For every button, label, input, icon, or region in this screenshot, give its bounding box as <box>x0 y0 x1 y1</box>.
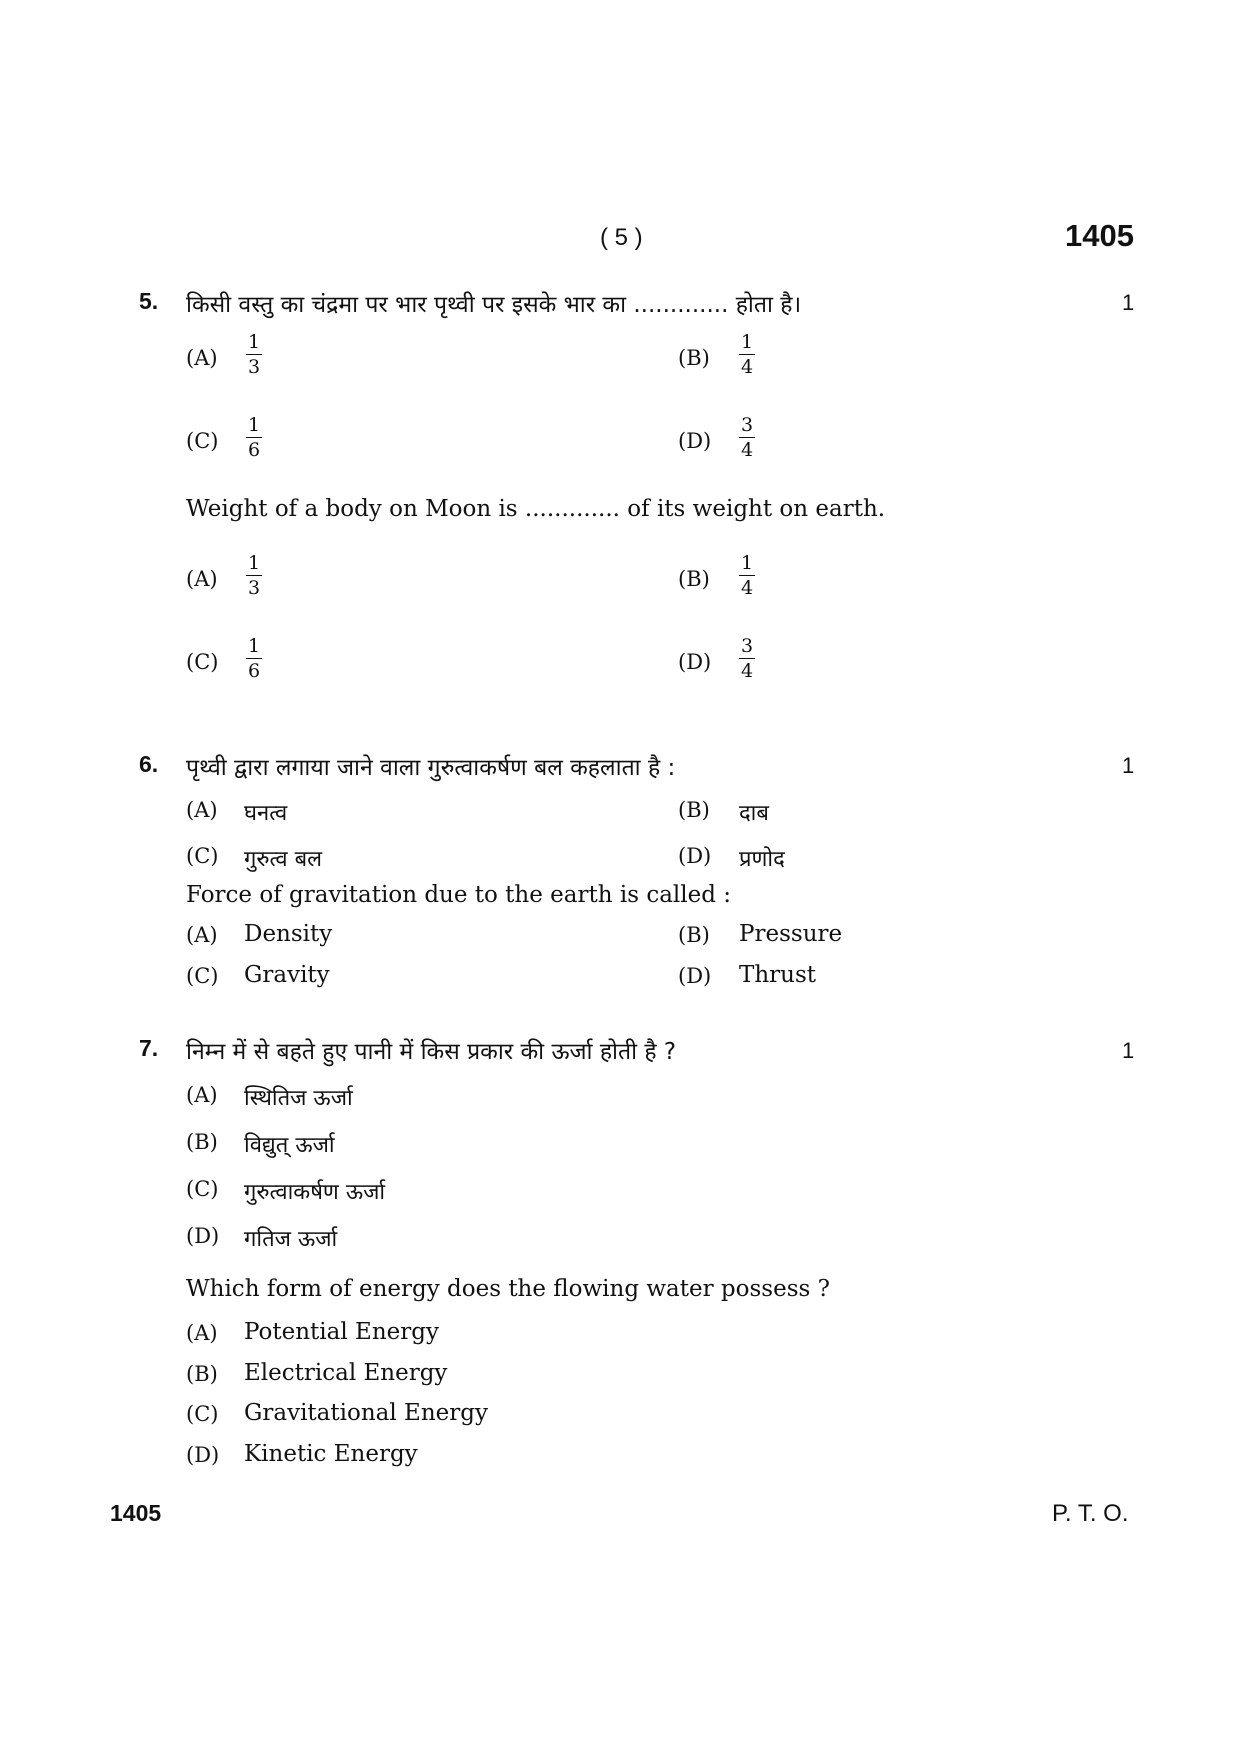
fraction-denominator: 4 <box>741 439 754 461</box>
question-6-number: 6. <box>139 751 159 777</box>
footer-paper-code: 1405 <box>110 1500 162 1526</box>
option-label: (C) <box>186 1402 219 1426</box>
option-label: (A) <box>186 346 218 370</box>
option-text: Gravity <box>244 962 330 988</box>
question-7-marks: 1 <box>1122 1038 1135 1063</box>
option-text: Density <box>244 921 333 947</box>
fraction-denominator: 6 <box>248 660 261 682</box>
option-text: Electrical Energy <box>244 1360 448 1386</box>
fraction-option-b <box>739 554 755 598</box>
fraction-denominator: 3 <box>248 577 261 599</box>
option-label: (A) <box>186 1083 218 1107</box>
paper-code: 1405 <box>1065 218 1134 253</box>
option-text: दाब <box>739 801 769 826</box>
question-5-english-text: Weight of a body on Moon is ............. of its weight on earth. <box>186 496 886 522</box>
option-label: (C) <box>186 650 219 674</box>
option-text: प्रणोद <box>739 847 785 872</box>
pto-label: P. T. O. <box>1052 1500 1129 1527</box>
option-text: Kinetic Energy <box>244 1441 418 1467</box>
option-text: गतिज ऊर्जा <box>244 1227 338 1252</box>
option-label: (A) <box>186 923 218 947</box>
option-label: (D) <box>186 1224 220 1248</box>
fraction-numerator: 1 <box>248 331 261 353</box>
option-text: गुरुत्व बल <box>244 847 323 872</box>
question-6-hindi-text: पृथ्वी द्वारा लगाया जाने वाला गुरुत्वाकर्षण बल कहलाता है : <box>186 755 676 781</box>
fraction-option-a <box>246 333 262 377</box>
question-7-number: 7. <box>139 1035 159 1061</box>
option-text: स्थितिज ऊर्जा <box>244 1086 353 1111</box>
option-label: (D) <box>678 650 712 674</box>
option-text: विद्युत् ऊर्जा <box>244 1133 335 1158</box>
fraction-numerator: 3 <box>741 635 754 657</box>
option-label: (B) <box>678 923 710 947</box>
fraction-option-c <box>246 416 262 460</box>
option-text: घनत्व <box>244 801 288 826</box>
option-label: (C) <box>186 964 219 988</box>
question-6-english-text: Force of gravitation due to the earth is called : <box>186 882 732 908</box>
option-text: Pressure <box>739 921 843 947</box>
option-text: Gravitational Energy <box>244 1400 488 1426</box>
option-label: (B) <box>678 346 710 370</box>
fraction-option-b <box>739 333 755 377</box>
question-5-marks: 1 <box>1122 290 1135 315</box>
fraction-denominator: 4 <box>741 356 754 378</box>
question-5-hindi-text: किसी वस्तु का चंद्रमा पर भार पृथ्वी पर इसके भार का ............. होता है। <box>186 292 802 318</box>
option-label: (A) <box>186 798 218 822</box>
option-text: Thrust <box>739 962 817 988</box>
option-label: (B) <box>678 798 710 822</box>
option-text: Potential Energy <box>244 1319 439 1345</box>
page-number: ( 5 ) <box>600 224 643 251</box>
fraction-denominator: 6 <box>248 439 261 461</box>
fraction-option-d <box>739 416 755 460</box>
option-label: (D) <box>678 844 712 868</box>
fraction-option-d <box>739 637 755 681</box>
option-label: (B) <box>186 1130 218 1154</box>
fraction-numerator: 1 <box>248 552 261 574</box>
fraction-numerator: 1 <box>248 414 261 436</box>
option-label: (A) <box>186 1321 218 1345</box>
fraction-numerator: 3 <box>741 414 754 436</box>
question-5-number: 5. <box>139 288 159 314</box>
fraction-numerator: 1 <box>248 635 261 657</box>
option-label: (B) <box>186 1362 218 1386</box>
option-label: (C) <box>186 429 219 453</box>
fraction-denominator: 3 <box>248 356 261 378</box>
question-7-english-text: Which form of energy does the flowing water possess ? <box>186 1276 830 1302</box>
option-label: (D) <box>678 964 712 988</box>
option-label: (C) <box>186 1177 219 1201</box>
fraction-option-c <box>246 637 262 681</box>
question-7-hindi-text: निम्न में से बहते हुए पानी में किस प्रकार की ऊर्जा होती है ? <box>186 1039 677 1065</box>
option-label: (D) <box>186 1443 220 1467</box>
option-text: गुरुत्वाकर्षण ऊर्जा <box>244 1180 386 1205</box>
question-6-marks: 1 <box>1122 753 1135 778</box>
option-label: (A) <box>186 567 218 591</box>
fraction-numerator: 1 <box>741 552 754 574</box>
option-label: (B) <box>678 567 710 591</box>
fraction-denominator: 4 <box>741 660 754 682</box>
fraction-denominator: 4 <box>741 577 754 599</box>
fraction-option-a <box>246 554 262 598</box>
fraction-numerator: 1 <box>741 331 754 353</box>
option-label: (D) <box>678 429 712 453</box>
option-label: (C) <box>186 844 219 868</box>
